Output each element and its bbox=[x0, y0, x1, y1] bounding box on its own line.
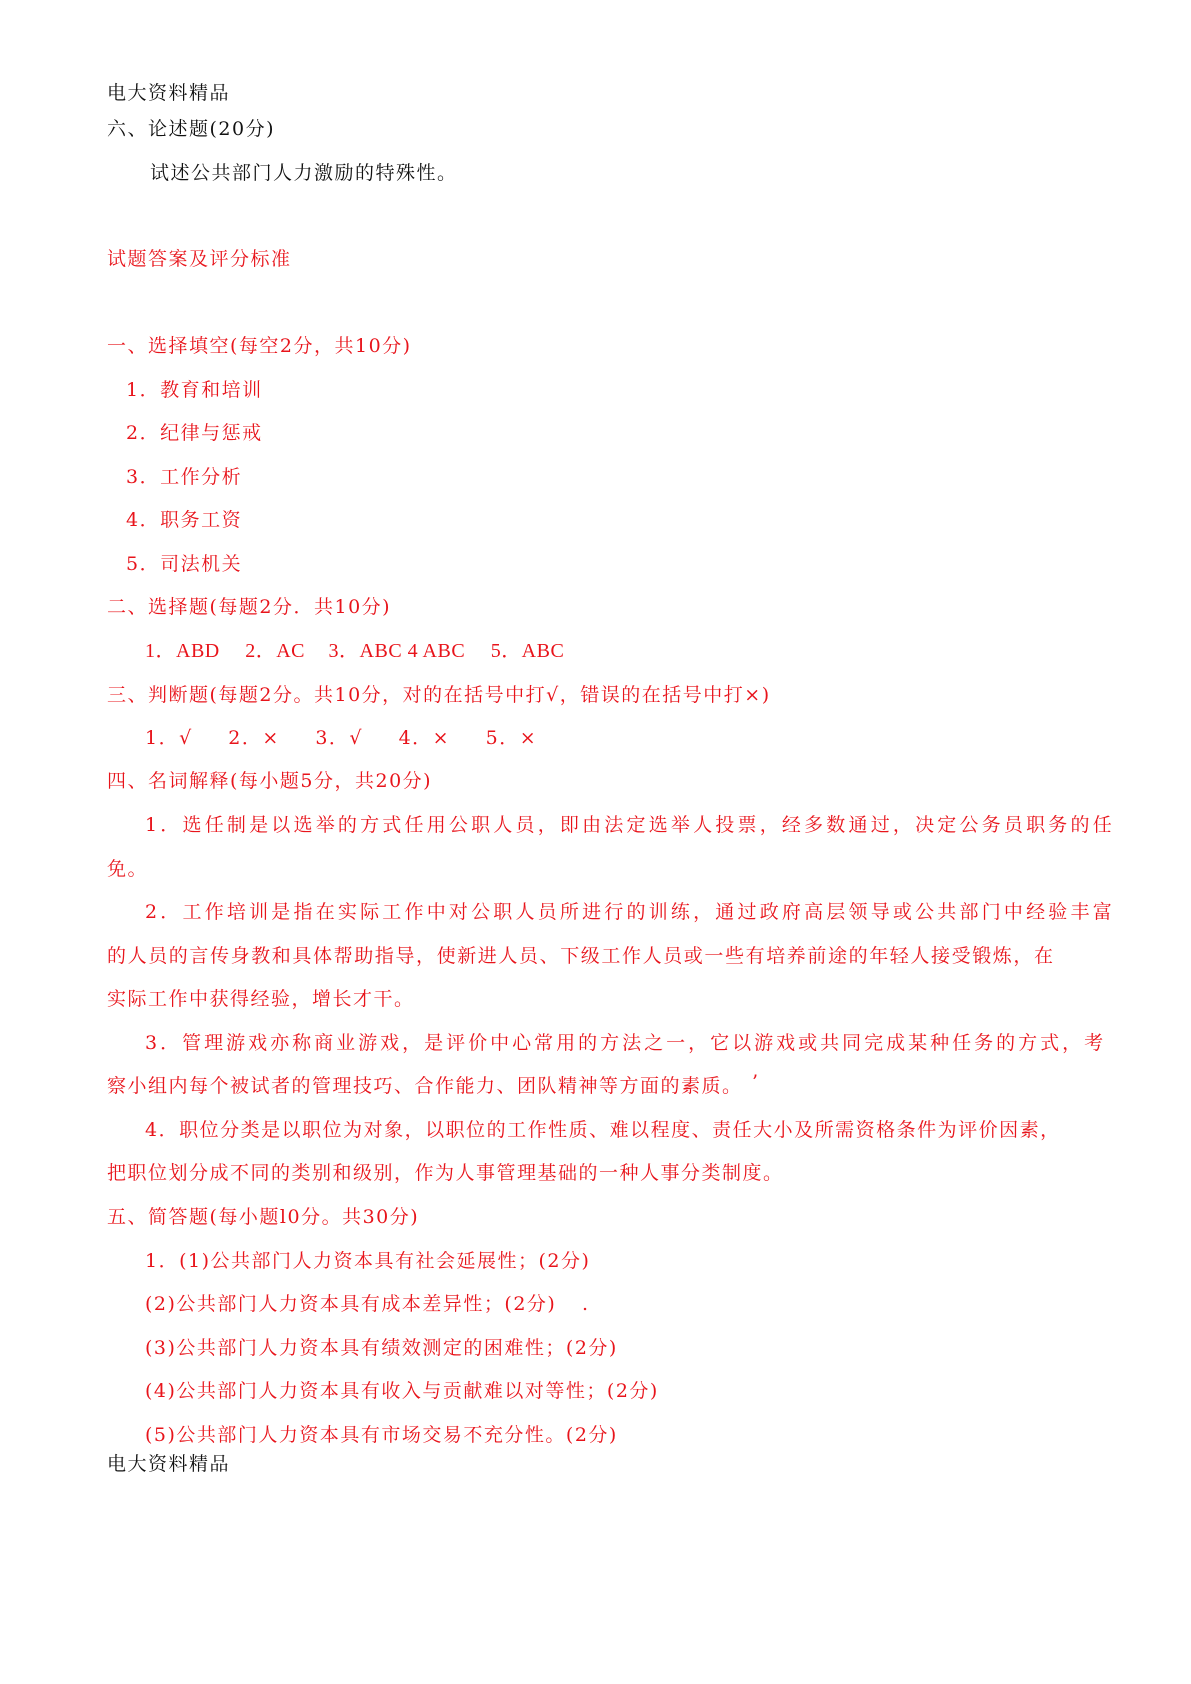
stray-mark: ’ bbox=[752, 1071, 760, 1093]
section1-item-5: 5．司法机关 bbox=[126, 553, 243, 575]
section3-answer-1: 1．√ bbox=[145, 727, 193, 749]
section5-item-5: (5)公共部门人力资本具有市场交易不充分性。(2分) bbox=[145, 1424, 618, 1446]
term-3-line-1: 3．管理游戏亦称商业游戏，是评价中心常用的方法之一，它以游戏或共同完成某种任务的方式，考 bbox=[145, 1032, 1107, 1054]
section2-answer-4: 4 ABC bbox=[407, 640, 466, 662]
term-1-line-2: 免。 bbox=[107, 858, 149, 880]
section1-item-3: 3．工作分析 bbox=[126, 466, 243, 488]
section3-answers bbox=[145, 724, 537, 752]
section2-answer-5: 5．ABC bbox=[490, 640, 565, 662]
term-4-line-2: 把职位划分成不同的类别和级别，作为人事管理基础的一种人事分类制度。 bbox=[107, 1162, 784, 1184]
term-2-line-2: 的人员的言传身教和具体帮助指导，使新进人员、下级工作人员或一些有培养前途的年轻人接受锻炼，在 bbox=[107, 945, 1055, 967]
section2-answer-2: 2．AC bbox=[245, 640, 306, 662]
term-1-line-1: 1．选任制是以选举的方式任用公职人员，即由法定选举人投票，经多数通过，决定公务员职务的任 bbox=[145, 814, 1115, 836]
section5-item-3: (3)公共部门人力资本具有绩效测定的困难性；(2分) bbox=[145, 1337, 618, 1359]
section2-title: 二、选择题(每题2分．共10分) bbox=[107, 596, 392, 618]
term-4-line-1: 4．职位分类是以职位为对象，以职位的工作性质、难以程度、责任大小及所需资格条件为评价因素， bbox=[145, 1119, 1061, 1141]
term-2-line-3: 实际工作中获得经验，增长才干。 bbox=[107, 988, 415, 1010]
section5-item-4: (4)公共部门人力资本具有收入与贡献难以对等性；(2分) bbox=[145, 1380, 659, 1402]
answers-heading: 试题答案及评分标准 bbox=[107, 248, 292, 270]
essay-section-title: 六、论述题(20分) bbox=[107, 118, 276, 140]
section3-title: 三、判断题(每题2分。共10分，对的在括号中打√，错误的在括号中打×) bbox=[107, 684, 771, 706]
section2-answers bbox=[145, 637, 564, 665]
section1-item-1: 1．教育和培训 bbox=[126, 379, 263, 401]
page-header: 电大资料精品 bbox=[107, 82, 231, 104]
section1-item-4: 4．职务工资 bbox=[126, 509, 243, 531]
term-3-line-2: 察小组内每个被试者的管理技巧、合作能力、团队精神等方面的素质。 bbox=[107, 1075, 743, 1097]
section3-answer-5: 5．× bbox=[485, 727, 538, 749]
section1-title: 一、选择填空(每空2分，共10分) bbox=[107, 335, 412, 357]
stray-dot: . bbox=[582, 1293, 590, 1315]
section1-item-2: 2．纪律与惩戒 bbox=[126, 422, 263, 444]
section3-answer-4: 4．× bbox=[398, 727, 451, 749]
section5-item-2: (2)公共部门人力资本具有成本差异性；(2分) bbox=[145, 1293, 557, 1315]
term-2-line-1: 2．工作培训是指在实际工作中对公职人员所进行的训练，通过政府高层领导或公共部门中经验丰富 bbox=[145, 901, 1115, 923]
essay-question: 试述公共部门人力激励的特殊性。 bbox=[150, 162, 458, 184]
section4-title: 四、名词解释(每小题5分，共20分) bbox=[107, 770, 433, 792]
section3-answer-3: 3．√ bbox=[315, 727, 364, 749]
section2-answer-3: 3．ABC bbox=[328, 640, 403, 662]
section2-answer-1: 1．ABD bbox=[145, 640, 220, 662]
page-footer: 电大资料精品 bbox=[107, 1453, 231, 1475]
section3-answer-2: 2．× bbox=[228, 727, 280, 749]
section5-title: 五、简答题(每小题l0分。共30分) bbox=[107, 1206, 420, 1228]
section5-item-1: 1．(1)公共部门人力资本具有社会延展性；(2分) bbox=[145, 1250, 591, 1272]
